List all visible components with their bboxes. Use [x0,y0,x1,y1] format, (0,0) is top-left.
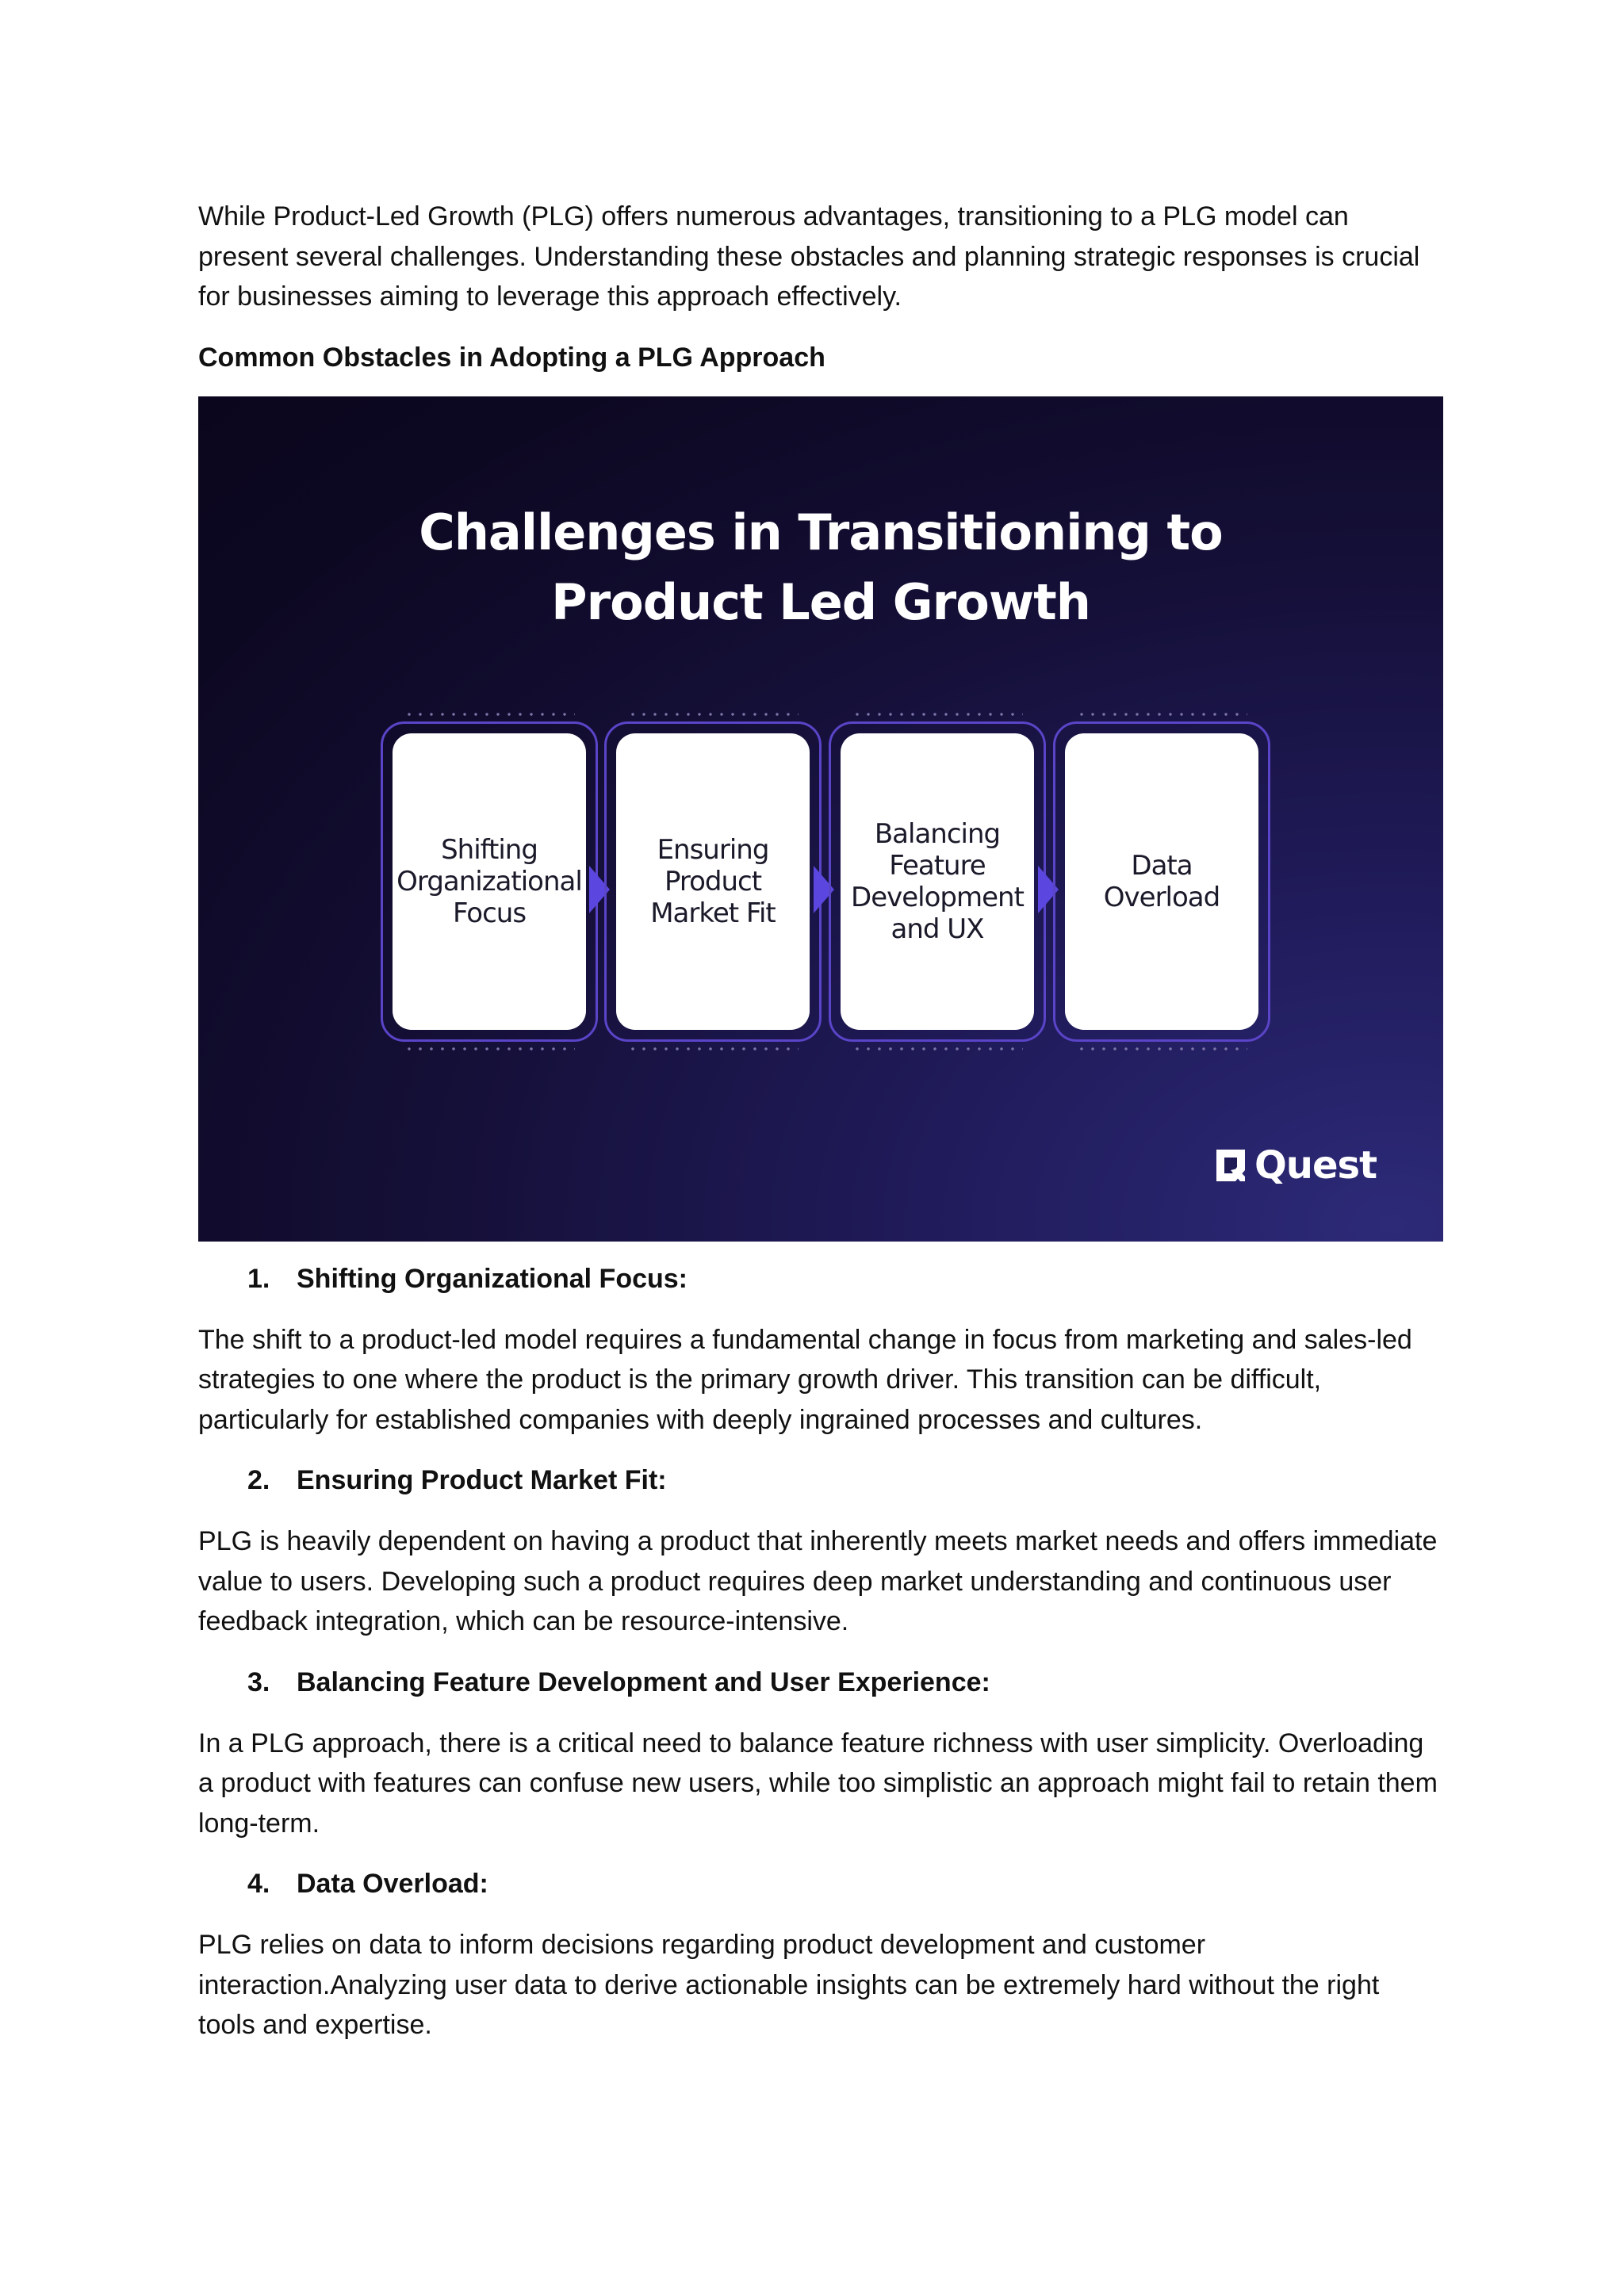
challenge-card-label: Data Overload [1103,849,1220,913]
list-item-title [198,1259,1443,1299]
list-item-body: The shift to a product-led model requires a fundamental change in focus from marketing and sales-led strategies to one where the product is the primary growth driver. This transition can be difficult, particularly for established companies with deeply ingrained processes and cultures. [198,1324,1412,1435]
challenge-card-3 [829,721,1046,1042]
list-item-body: PLG relies on data to inform decisions regarding product development and customer interaction.Analyzing user data to derive actionable insights can be extremely hard without the right tools and expertise. [198,1930,1380,2040]
quest-logo-icon [1213,1146,1248,1184]
list-title-text: Data Overload: [297,1869,488,1899]
list-item-title [198,1663,1443,1702]
challenge-card-label: Ensuring Product Market Fit [650,833,776,929]
list-item-body: In a PLG approach, there is a critical need to balance feature richness with user simplicity. Overloading a product with features can confuse new users, while too simplistic an approach might fail to retain them long-term. [198,1728,1438,1839]
list-number: 3. [247,1667,270,1697]
list-number: 2. [247,1465,270,1495]
challenge-card-label: Balancing Feature Development and UX [851,817,1024,945]
challenge-card-4 [1053,721,1270,1042]
list-item-body: PLG is heavily dependent on having a product that inherently meets market needs and offers immediate value to users. Developing such a product requires deep market understanding and continuous user feedback integration, which can be resource-intensive. [198,1526,1438,1636]
list-item-title [198,1460,1443,1500]
figure-title-line-1: Challenges in Transitioning to [419,503,1223,561]
list-title-text: Balancing Feature Development and User Experience: [297,1667,990,1697]
document-page [198,197,1443,2066]
intro-paragraph: While Product-Led Growth (PLG) offers numerous advantages, transitioning to a PLG model can present several challenges. Understanding these obstacles and planning strategic responses is crucial for businesses aiming to leverage this approach effectively. [198,201,1420,312]
quest-logo-text: Quest [1254,1142,1377,1188]
figure-title-line-2: Product Led Growth [551,572,1090,631]
challenge-card-1 [381,721,598,1042]
challenges-figure [198,396,1443,1242]
list-number: 4. [247,1869,270,1899]
challenge-card-2 [604,721,822,1042]
section-heading: Common Obstacles in Adopting a PLG Approach [198,342,825,373]
challenges-list [198,1259,1443,2045]
list-title-text: Shifting Organizational Focus: [297,1263,688,1294]
quest-logo [1213,1142,1377,1189]
figure-title [198,498,1443,637]
list-number: 1. [247,1263,270,1294]
list-title-text: Ensuring Product Market Fit: [297,1465,667,1495]
list-item-title [198,1864,1443,1904]
challenge-card-label: Shifting Organizational Focus [396,833,582,929]
